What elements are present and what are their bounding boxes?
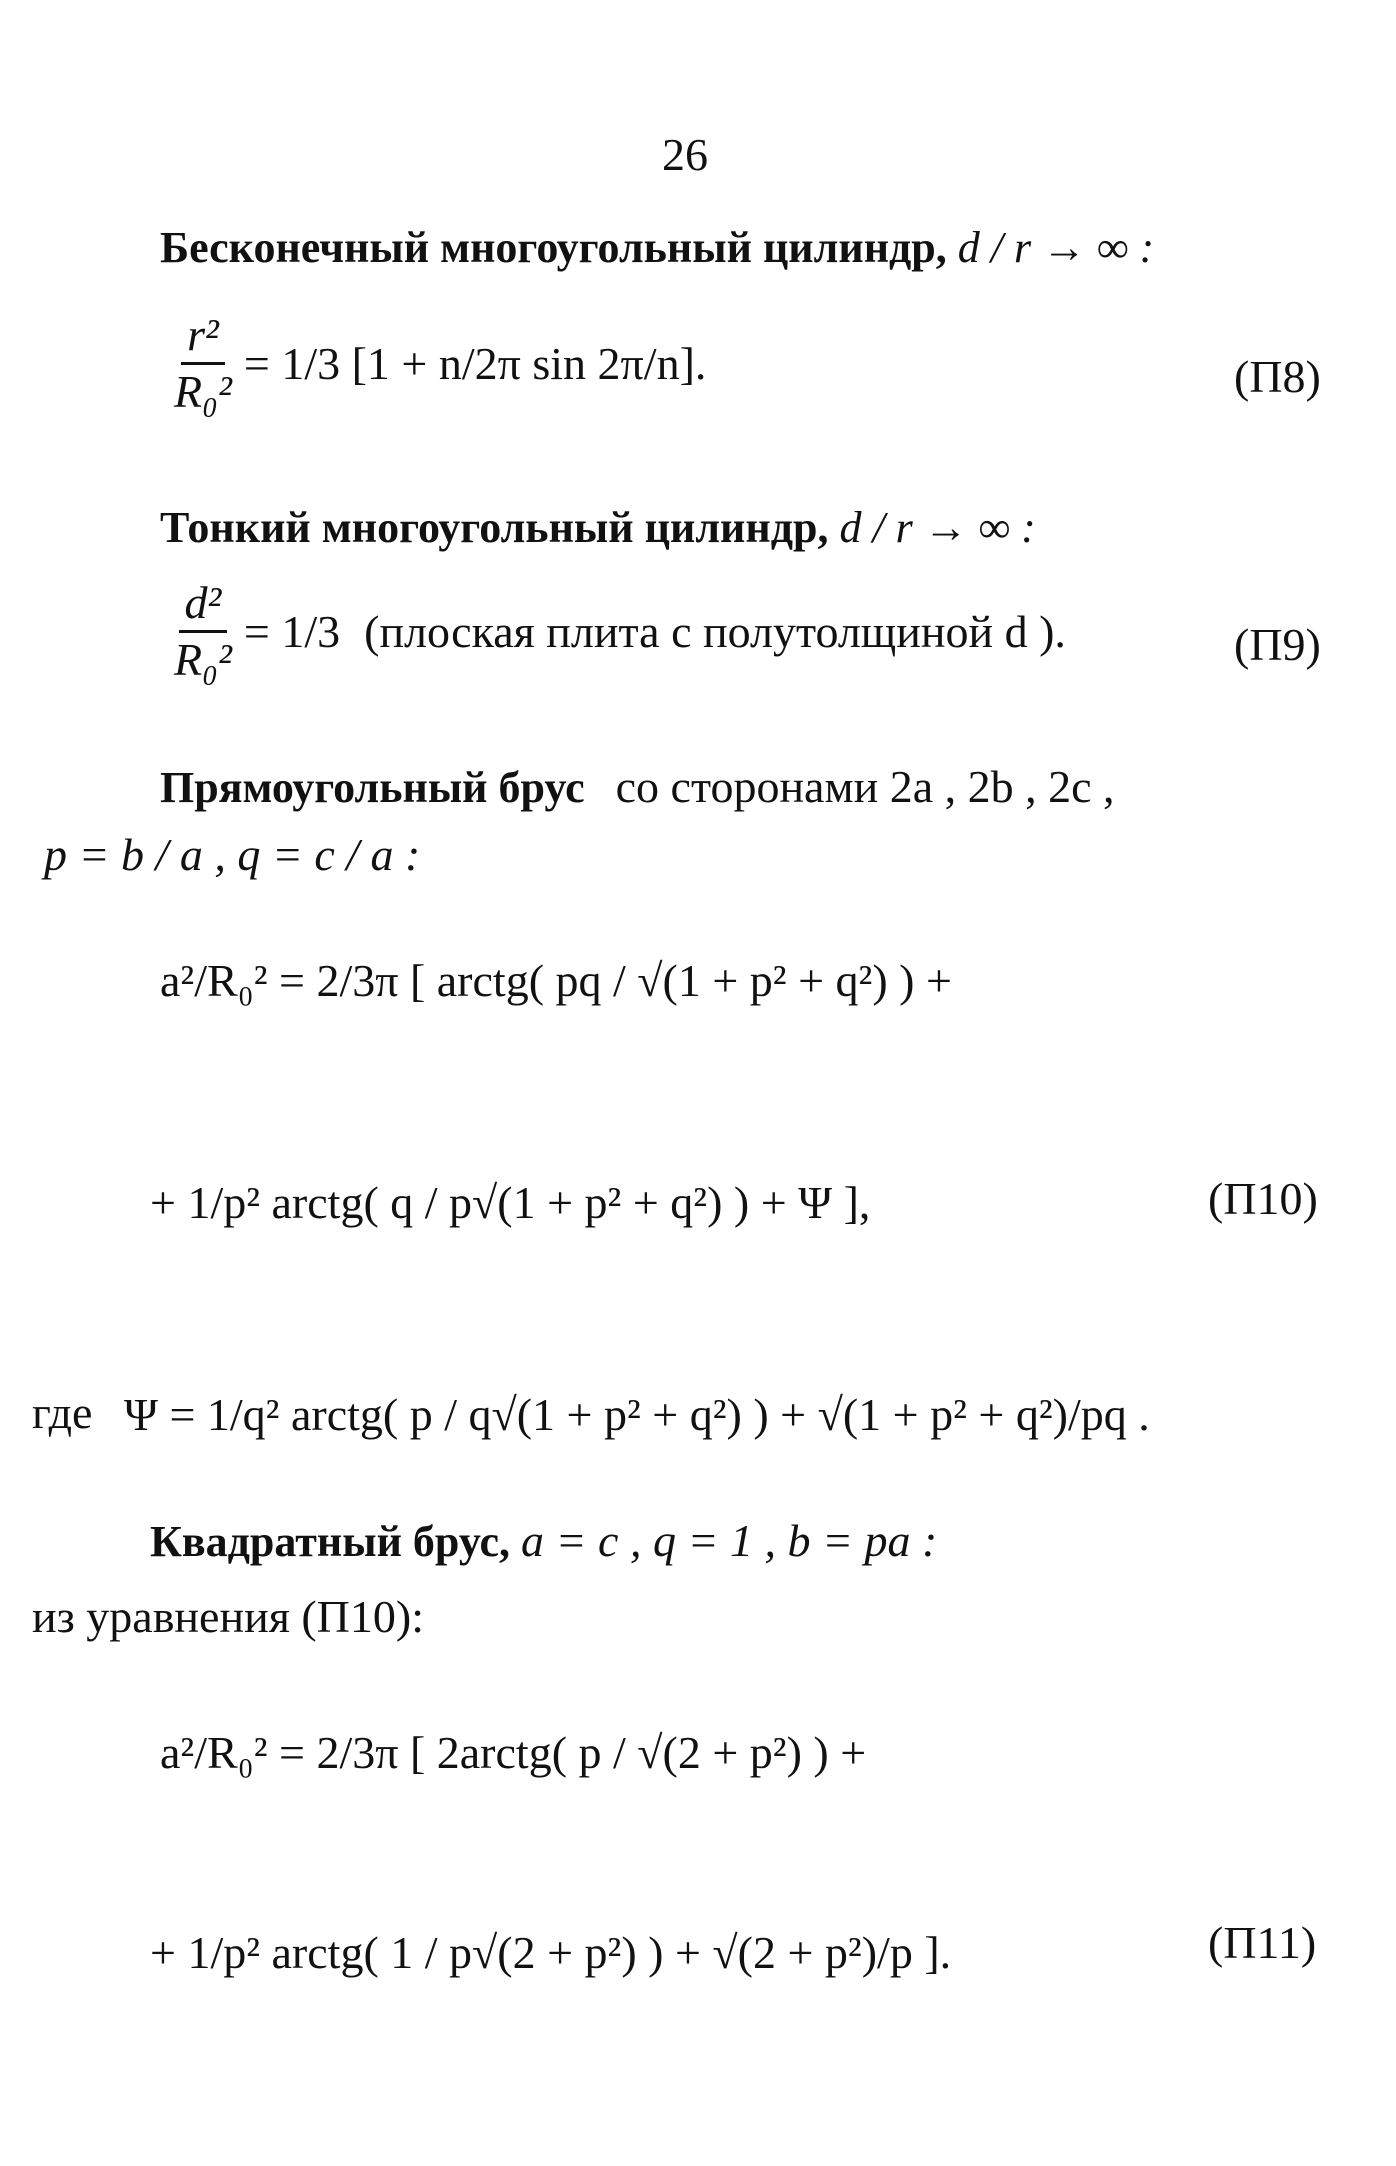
equation-number-p8: (П8)	[1234, 351, 1321, 402]
heading-thin-cylinder-math: d / r → ∞ :	[839, 503, 1036, 552]
heading-infinite-cylinder-math: d / r → ∞ :	[957, 223, 1155, 272]
heading-thin-cylinder	[160, 502, 1036, 553]
heading-square-bar	[150, 1514, 937, 1567]
heading-rect-bar-text: со сторонами 2a , 2b , 2c ,	[615, 761, 1115, 812]
equation-number-p10: (П10)	[1208, 1173, 1318, 1224]
equation-p10-line2: + 1/p² arctg( q / p√(1 + p² + q²) ) + Ψ ],	[150, 1177, 871, 1228]
psi-definition: Ψ = 1/q² arctg( p / q√(1 + p² + q²) ) + √(1 + p² + q²)/pq .	[124, 1389, 1150, 1440]
heading-square-bar-bold: Квадратный брус,	[150, 1517, 510, 1566]
equation-number-p11: (П11)	[1208, 1917, 1317, 1968]
equation-p8	[162, 309, 707, 417]
equation-p9	[162, 577, 1066, 685]
p8-rhs: = 1/3 [1 + n/2π sin 2π/n].	[243, 337, 707, 389]
heading-infinite-cylinder	[160, 222, 1154, 273]
heading-rect-bar	[160, 760, 1115, 813]
p9-lhs-num: d²	[179, 580, 228, 633]
p9-lhs-den: R₀²	[174, 634, 232, 685]
p9-lhs-fraction	[168, 577, 238, 685]
equation-p11-line1: a²/R₀² = 2/3π [ 2arctg( p / √(2 + p²) ) +	[160, 1727, 867, 1778]
page-number: 26	[662, 129, 708, 180]
p8-lhs-num: r²	[181, 312, 225, 365]
heading-square-bar-math: a = c , q = 1 , b = pa :	[521, 1515, 938, 1566]
heading-infinite-cylinder-bold: Бесконечный многоугольный цилиндр,	[160, 223, 947, 272]
p9-note: (плоская плита с полутолщиной d ).	[364, 605, 1066, 657]
p8-lhs-den: R₀²	[174, 366, 232, 417]
where-label: где	[32, 1387, 93, 1438]
equation-number-p9: (П9)	[1234, 619, 1321, 670]
equation-p11-line2: + 1/p² arctg( 1 / p√(2 + p²) ) + √(2 + p²)/p ].	[150, 1927, 952, 1978]
heading-rect-bar-bold: Прямоугольный брус	[160, 763, 585, 812]
heading-rect-bar-line2: p = b / a , q = c / a :	[44, 829, 421, 880]
square-bar-intro: из уравнения (П10):	[32, 1591, 424, 1642]
heading-thin-cylinder-bold: Тонкий многоугольный цилиндр,	[160, 503, 829, 552]
equation-p10-line1: a²/R₀² = 2/3π [ arctg( pq / √(1 + p² + q²) ) +	[160, 955, 952, 1006]
p9-rhs: = 1/3	[243, 605, 341, 657]
p8-lhs-fraction	[168, 309, 238, 417]
